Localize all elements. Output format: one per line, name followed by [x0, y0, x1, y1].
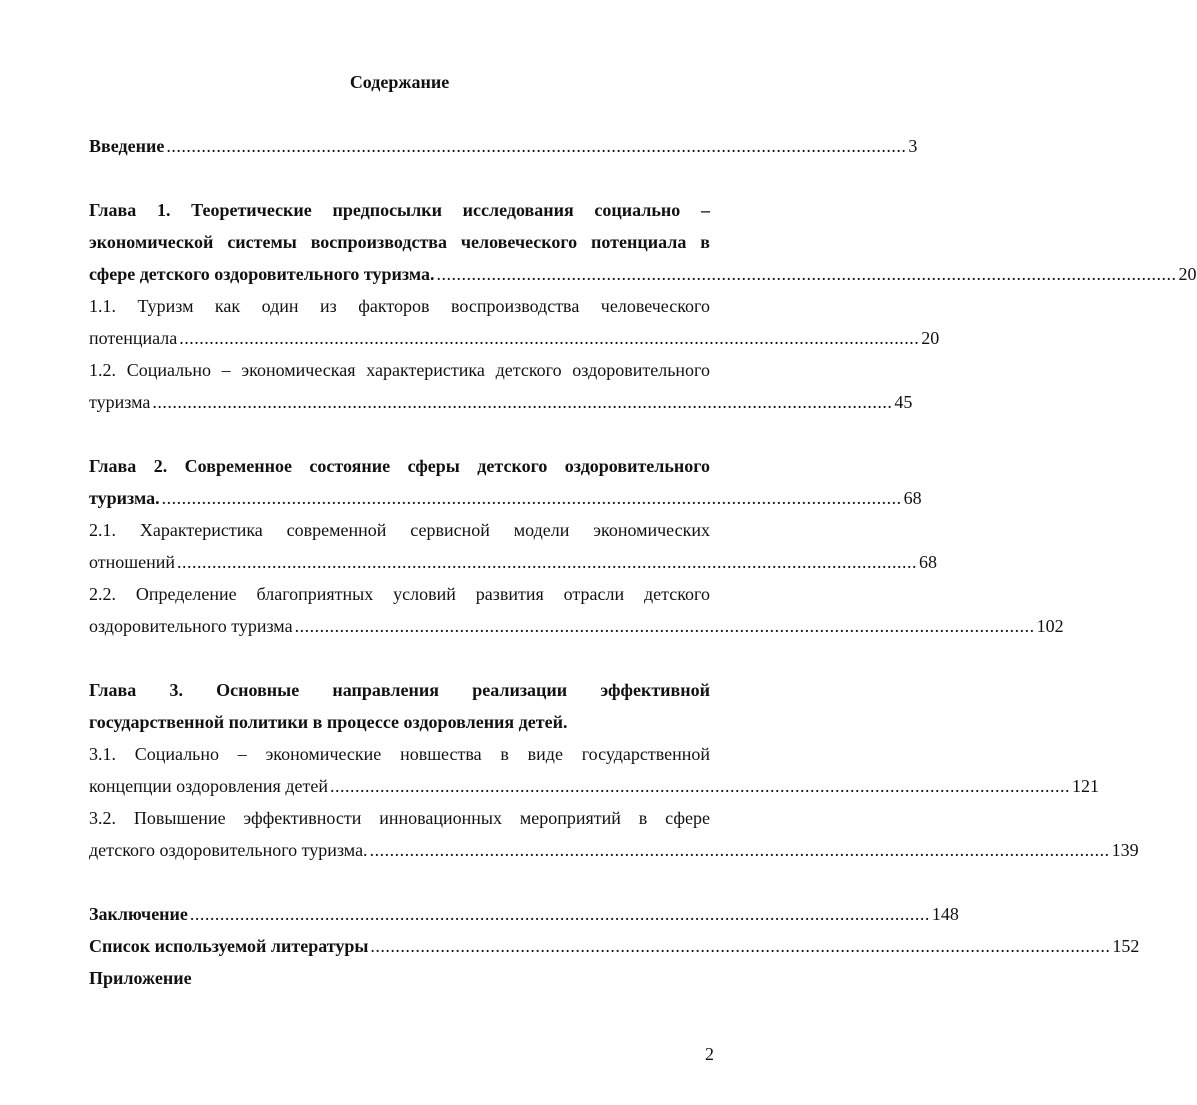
- toc-page-number: 121: [1071, 776, 1099, 796]
- toc-page-number: 3: [908, 136, 918, 156]
- toc-page-number: 68: [903, 488, 922, 508]
- leader-dots: ....................................................................................................................................................: [161, 488, 902, 508]
- toc-section-3-1-line2[interactable]: концепции оздоровления детей .................................................................................................................................................... 121: [89, 776, 1099, 796]
- toc-chapter3-heading-line1[interactable]: Глава 3. Основные направления реализации эффективной: [89, 680, 710, 700]
- page-number: 2: [705, 1044, 714, 1064]
- leader-dots: ....................................................................................................................................................: [294, 616, 1035, 636]
- toc-chapter3-heading-line2[interactable]: государственной политики в процессе оздоровления детей.: [89, 712, 568, 732]
- toc-section-1-2-line2[interactable]: туризма .................................................................................................................................................... 45: [89, 392, 913, 412]
- leader-dots: ....................................................................................................................................................: [152, 392, 893, 412]
- toc-entry-label: Введение: [89, 136, 165, 156]
- leader-dots: ....................................................................................................................................................: [369, 840, 1110, 860]
- toc-chapter2-heading-line2[interactable]: туризма. .................................................................................................................................................... 68: [89, 488, 922, 508]
- toc-page-number: 139: [1111, 840, 1139, 860]
- toc-page-number: 148: [931, 904, 959, 924]
- toc-entry-conclusion[interactable]: Заключение .................................................................................................................................................... 148: [89, 904, 959, 924]
- leader-dots: ....................................................................................................................................................: [189, 904, 930, 924]
- toc-entry-references[interactable]: Список используемой литературы .................................................................................................................................................... 152: [89, 936, 1140, 956]
- toc-chapter1-heading-line1[interactable]: Глава 1. Теоретические предпосылки исследования социально –: [89, 200, 710, 220]
- toc-entry-appendix[interactable]: Приложение: [89, 968, 192, 988]
- toc-section-2-1-line1[interactable]: 2.1. Характеристика современной сервисной модели экономических: [89, 520, 710, 540]
- toc-chapter1-heading-line2[interactable]: экономической системы воспроизводства человеческого потенциала в: [89, 232, 710, 252]
- leader-dots: ....................................................................................................................................................: [370, 936, 1111, 956]
- toc-section-1-1-line2[interactable]: потенциала .................................................................................................................................................... 20: [89, 328, 940, 348]
- leader-dots: ....................................................................................................................................................: [436, 264, 1177, 284]
- toc-section-1-1-line1[interactable]: 1.1. Туризм как один из факторов воспроизводства человеческого: [89, 296, 710, 316]
- leader-dots: ....................................................................................................................................................: [179, 328, 920, 348]
- leader-dots: ....................................................................................................................................................: [329, 776, 1070, 796]
- toc-section-3-2-line2[interactable]: детского оздоровительного туризма. .................................................................................................................................................... 139: [89, 840, 1139, 860]
- toc-page-number: 20: [1178, 264, 1197, 284]
- toc-entry-intro[interactable]: [89, 134, 918, 158]
- toc-page-number: 20: [921, 328, 940, 348]
- toc-chapter1-heading-line3[interactable]: сфере детского оздоровительного туризма. .................................................................................................................................................... 20: [89, 264, 1197, 284]
- toc-page-number: 45: [894, 392, 913, 412]
- toc-page-number: 152: [1112, 936, 1140, 956]
- toc-section-3-2-line1[interactable]: 3.2. Повышение эффективности инновационных мероприятий в сфере: [89, 808, 710, 828]
- leader-dots: ....................................................................................................................................................: [166, 136, 907, 156]
- leader-dots: ....................................................................................................................................................: [177, 552, 918, 572]
- toc-page-number: 68: [919, 552, 938, 572]
- toc-section-2-2-line2[interactable]: оздоровительного туризма .................................................................................................................................................... 102: [89, 616, 1064, 636]
- toc-section-2-2-line1[interactable]: 2.2. Определение благоприятных условий развития отрасли детского: [89, 584, 710, 604]
- toc-section-3-1-line1[interactable]: 3.1. Социально – экономические новшества в виде государственной: [89, 744, 710, 764]
- toc-section-2-1-line2[interactable]: отношений .................................................................................................................................................... 68: [89, 552, 938, 572]
- toc-title: Содержание: [349, 72, 450, 92]
- toc-section-1-2-line1[interactable]: 1.2. Социально – экономическая характеристика детского оздоровительного: [89, 360, 710, 380]
- toc-page-number: 102: [1036, 616, 1064, 636]
- toc-chapter2-heading-line1[interactable]: Глава 2. Современное состояние сферы детского оздоровительного: [89, 456, 710, 476]
